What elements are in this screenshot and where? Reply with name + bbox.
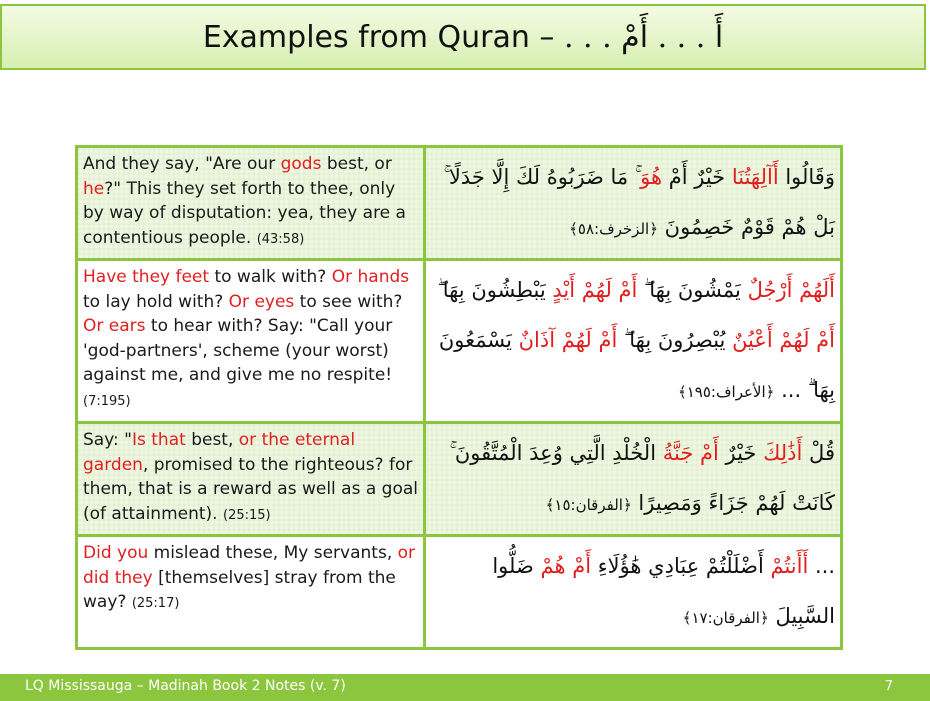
- surah-reference: ﴿الفرقان:١٥﴾: [545, 496, 632, 514]
- translation-text: mislead these, My servants,: [148, 543, 398, 563]
- verse-reference: (43:58): [256, 231, 305, 247]
- title-english: Examples from Quran –: [202, 20, 555, 55]
- example-row: [77, 423, 842, 536]
- highlighted-arabic: أَمْ لَهُمْ آذَانٌ: [518, 328, 618, 352]
- translation-text: to hear with? Say: "Call your 'god-partners', scheme (your worst) against me, and give me no respite!: [83, 316, 393, 385]
- footer-title: LQ Mississauga – Madinah Book 2 Notes (v. 7): [25, 678, 346, 694]
- example-row: [77, 147, 842, 260]
- translation-text: to lay hold with?: [83, 291, 229, 312]
- highlighted-arabic: أَمْ لَهُمْ أَعْيُنٌ: [732, 328, 835, 352]
- surah-reference: ﴿الأعراف:١٩٥﴾: [677, 383, 775, 401]
- arabic-verse-cell: [425, 147, 842, 260]
- translation-text: to see with?: [294, 291, 403, 312]
- title-bar: [0, 4, 926, 70]
- highlighted-text: Have they feet: [83, 267, 210, 287]
- english-translation-cell: [77, 260, 425, 423]
- highlighted-arabic: أَمْ هُمْ: [540, 554, 592, 578]
- highlighted-text: Or ears: [83, 316, 146, 336]
- highlighted-text: Or hands: [331, 267, 410, 287]
- arabic-text: ۚ مَا ضَرَبُوهُ لَكَ إِلَّا جَدَلًا ۚ بَلْ هُمْ قَوْمٌ خَصِمُونَ: [443, 165, 835, 239]
- verse-reference: (25:17): [131, 596, 180, 611]
- surah-reference: ﴿الفرقان:١٧﴾: [682, 609, 769, 627]
- slide-title: [2, 20, 924, 55]
- highlighted-arabic: أَمْ جَنَّةُ: [662, 441, 719, 465]
- translation-text: best, or: [321, 154, 392, 174]
- highlighted-text: or did they: [83, 543, 416, 588]
- highlighted-text: Or eyes: [228, 291, 295, 312]
- translation-text: , promised to the righteous? for them, that is a reward as well as a goal (of attainment).: [83, 454, 419, 524]
- arabic-verse-cell: [425, 423, 842, 536]
- arabic-text: ضَلُّوا السَّبِيلَ: [492, 554, 835, 628]
- translation-text: And they say, "Are our: [83, 154, 281, 174]
- example-row: [77, 536, 842, 649]
- translation-text: best,: [185, 430, 239, 450]
- arabic-text: خَيْرٌ: [718, 441, 764, 465]
- english-translation-cell: [77, 536, 425, 649]
- verse-reference: (25:15): [223, 507, 271, 523]
- highlighted-text: Did you: [83, 543, 149, 563]
- title-arabic: أَ . . . أَمْ . . .: [563, 20, 724, 55]
- translation-text: [themselves] stray from the way?: [83, 567, 396, 612]
- arabic-text: يَسْمَعُونَ بِهَا ۗ ...: [438, 328, 835, 402]
- surah-reference: ﴿الزخرف:٥٨﴾: [569, 220, 658, 238]
- footer-bar: [0, 674, 930, 701]
- english-translation-cell: [77, 423, 425, 536]
- highlighted-arabic: هُوَ: [640, 165, 663, 189]
- arabic-text: أَضْلَلْتُمْ عِبَادِي هَٰؤُلَاءِ: [591, 554, 771, 578]
- highlighted-arabic: أَأَنتُمْ: [770, 554, 809, 578]
- arabic-text: خَيْرٌ أَمْ: [662, 165, 732, 189]
- highlighted-text: Is that: [131, 430, 186, 450]
- translation-text: Say: ": [83, 430, 132, 450]
- verse-reference: (7:195): [83, 393, 131, 409]
- highlighted-text: gods: [280, 154, 322, 174]
- english-translation-cell: [77, 147, 425, 260]
- highlighted-arabic: أَمْ لَهُمْ أَيْدٍ: [552, 278, 638, 302]
- translation-text: to walk with?: [209, 267, 332, 287]
- arabic-text: ...: [808, 554, 835, 578]
- highlighted-arabic: أَآلِهَتُنَا: [731, 165, 779, 189]
- highlighted-arabic: أَذَٰلِكَ: [763, 441, 803, 465]
- arabic-verse-cell: [425, 536, 842, 649]
- arabic-text: يَمْشُونَ بِهَا ۖ: [637, 278, 748, 302]
- arabic-text: قُلْ: [802, 441, 835, 465]
- highlighted-text: he: [83, 178, 105, 199]
- examples-table: [75, 145, 843, 650]
- page-number: 7: [884, 679, 893, 694]
- arabic-text: يَبْطِشُونَ بِهَا ۖ: [437, 278, 553, 302]
- highlighted-text: or the eternal garden: [83, 430, 356, 475]
- arabic-verse-cell: [425, 260, 842, 423]
- arabic-text: وَقَالُوا: [778, 165, 835, 189]
- translation-text: ?" This they set forth to thee, only by way of disputation: yea, they are a contentious people.: [83, 178, 406, 248]
- example-row: [77, 260, 842, 423]
- arabic-text: يُبْصِرُونَ بِهَا ۖ: [617, 328, 733, 352]
- highlighted-arabic: أَلَهُمْ أَرْجُلٌ: [747, 278, 835, 302]
- arabic-text: الْخُلْدِ الَّتِي وُعِدَ الْمُتَّقُونَ ۚ كَانَتْ لَهُمْ جَزَاءً وَمَصِيرًا: [449, 441, 835, 515]
